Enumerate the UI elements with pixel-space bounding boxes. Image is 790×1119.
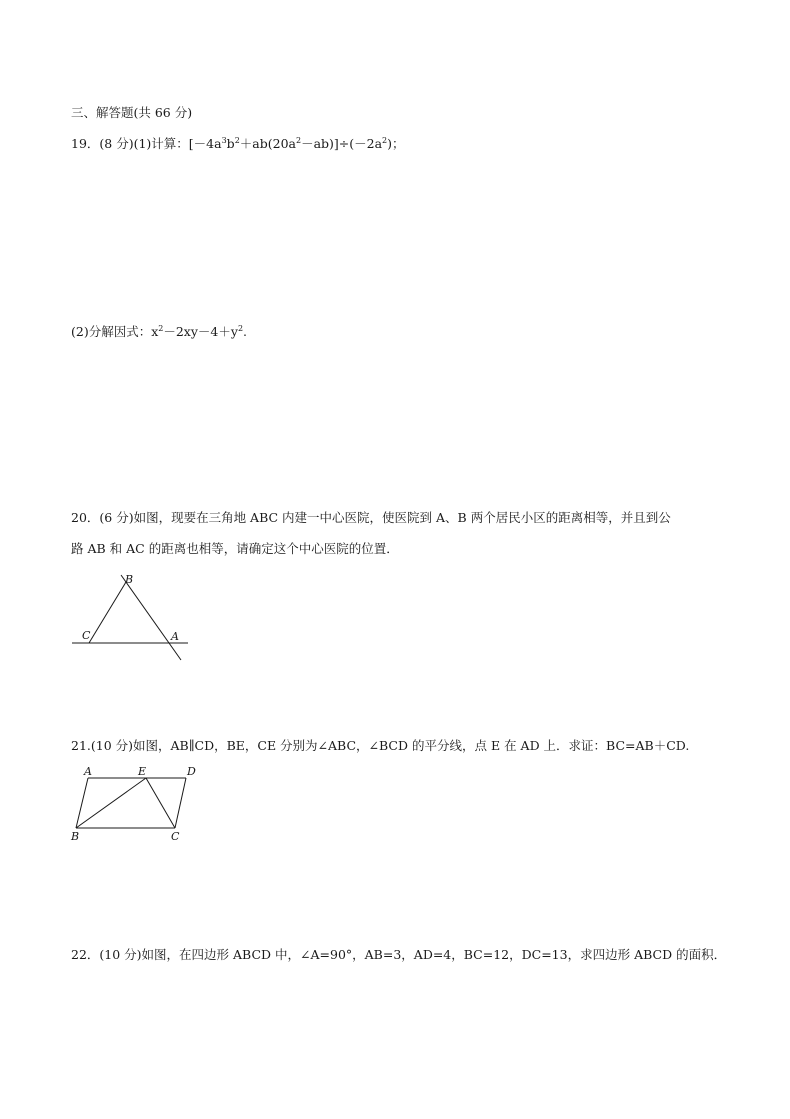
q21-label-d: D [187, 765, 196, 778]
q20-line1: 20．(6 分)如图，现要在三角地 ABC 内建一中心医院，使医院到 A、B 两个居民小区的距离相等，并且到公 [71, 510, 671, 525]
q19-part1-prefix: 19．(8 分)(1)计算：[－4a [71, 136, 222, 151]
q19-exp-1: 3 [221, 135, 227, 145]
q19-part1 [71, 136, 405, 152]
q19-exp-3: 2 [295, 135, 302, 145]
q20-label-b: B [125, 573, 134, 586]
q19-part2-prefix: (2)分解因式：x [71, 324, 159, 339]
q20-label-c: C [82, 629, 91, 642]
q20-line-cb [89, 582, 126, 643]
q20-line-ba [121, 575, 181, 660]
q19-part1-mid2: ＋ab(20a [239, 136, 296, 151]
q21-line-ce [146, 778, 175, 828]
q19-exp-4: 2 [382, 135, 388, 145]
q21-label-c: C [171, 830, 180, 843]
section-heading: 三、解答题(共 66 分) [71, 105, 193, 120]
q21-label-a: A [84, 765, 92, 778]
q21-label-e: E [138, 765, 147, 778]
q19-part2-exp-1: 2 [158, 323, 164, 333]
q20-label-a: A [171, 630, 179, 643]
q19-part1-end: )； [387, 136, 405, 151]
q19-part2-mid: －2xy－4＋y [163, 324, 238, 339]
q21-line1: 21.(10 分)如图，AB∥CD，BE，CE 分别为∠ABC，∠BCD 的平分线，点 E 在 AD 上．求证：BC=AB＋CD. [71, 738, 690, 753]
q20-line2: 路 AB 和 AC 的距离也相等，请确定这个中心医院的位置． [71, 541, 399, 556]
q22-line1: 22．(10 分)如图，在四边形 ABCD 中，∠A=90°，AB=3，AD=4，BC=12，DC=13，求四边形 ABCD 的面积． [71, 947, 727, 962]
q19-part2 [71, 324, 247, 340]
q21-line-dc [175, 778, 186, 828]
q19-part2-exp-2: 2 [237, 323, 244, 333]
q19-part2-end: . [243, 324, 248, 339]
q21-label-b: B [71, 830, 80, 843]
q21-parallelogram-figure [68, 764, 208, 844]
q19-part1-mid3: －ab)]÷(－2a [301, 136, 383, 151]
q19-part1-mid1: b [226, 136, 235, 151]
q20-triangle-figure [68, 572, 208, 667]
q19-exp-2: 2 [234, 135, 240, 145]
